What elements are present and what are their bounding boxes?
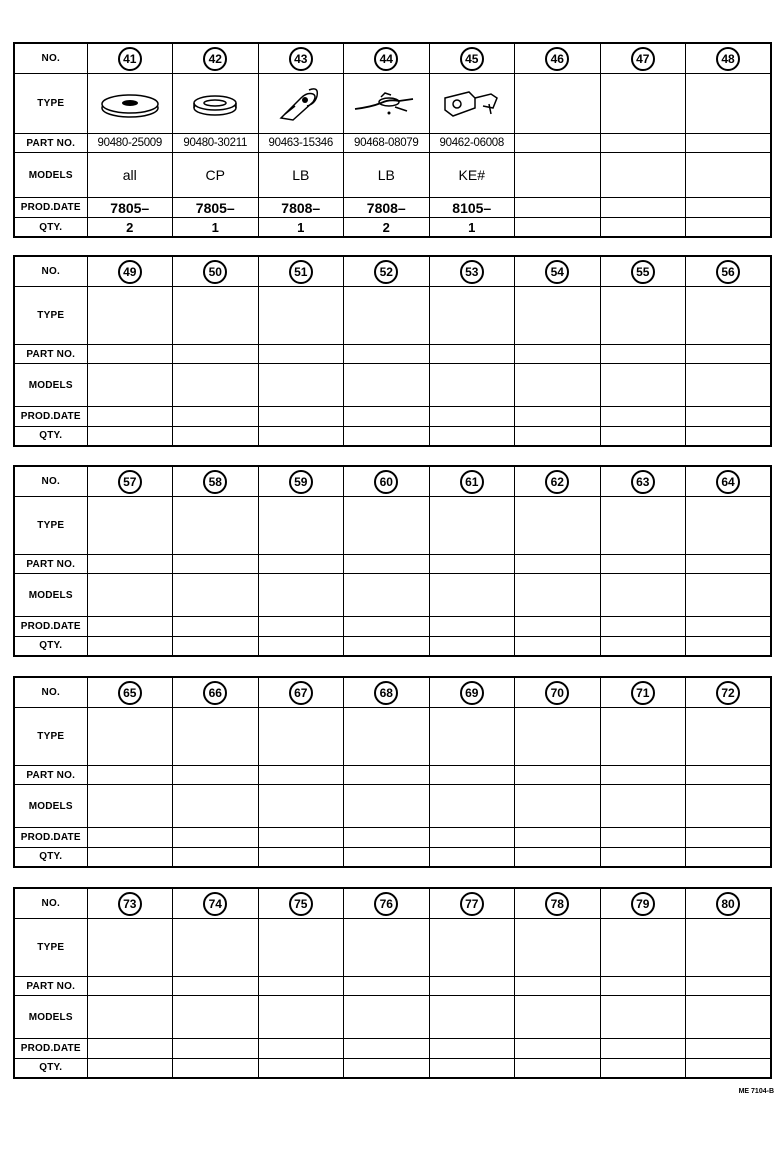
part-no: 90480-30211: [173, 134, 259, 153]
item-number: 55: [631, 260, 655, 284]
item-number: 68: [374, 681, 398, 705]
models-value: LB: [258, 153, 344, 198]
models-value: CP: [173, 153, 259, 198]
item-number: 57: [118, 470, 142, 494]
item-number: 54: [545, 260, 569, 284]
models-value: KE#: [429, 153, 515, 198]
item-number: 59: [289, 470, 313, 494]
item-number: 70: [545, 681, 569, 705]
item-number: 58: [203, 470, 227, 494]
label-prod-date: PROD.DATE: [14, 198, 87, 218]
type-cell: [344, 74, 430, 134]
item-number: 67: [289, 681, 313, 705]
grommet-large-icon: [98, 86, 162, 122]
qty: [600, 218, 686, 238]
item-number: 66: [203, 681, 227, 705]
qty: 1: [173, 218, 259, 238]
part-no: [600, 134, 686, 153]
type-cell: [87, 74, 173, 134]
label-qty: QTY.: [14, 637, 87, 656]
item-number: 50: [203, 260, 227, 284]
label-models: MODELS: [14, 785, 87, 828]
label-type: TYPE: [14, 708, 87, 766]
part-no: [515, 134, 601, 153]
type-cell: [258, 74, 344, 134]
part-no: [686, 134, 772, 153]
qty: 1: [429, 218, 515, 238]
parts-table-3: [13, 465, 772, 657]
item-number: 62: [545, 470, 569, 494]
parts-table-5: [13, 887, 772, 1079]
clip-band-icon: [273, 84, 329, 124]
label-part-no: PART NO.: [14, 766, 87, 785]
item-number: 46: [545, 47, 569, 71]
models-value: [515, 153, 601, 198]
parts-table-2: [13, 255, 772, 447]
item-number: 77: [460, 892, 484, 916]
item-number: 78: [545, 892, 569, 916]
grommet-small-icon: [190, 89, 240, 119]
label-qty: QTY.: [14, 848, 87, 867]
item-number: 45: [460, 47, 484, 71]
item-number: 41: [118, 47, 142, 71]
label-models: MODELS: [14, 153, 87, 198]
type-cell: [173, 74, 259, 134]
part-no: 90480-25009: [87, 134, 173, 153]
label-part-no: PART NO.: [14, 345, 87, 364]
models-value: all: [87, 153, 173, 198]
label-qty: QTY.: [14, 427, 87, 446]
item-number: 61: [460, 470, 484, 494]
item-number: 53: [460, 260, 484, 284]
item-number: 71: [631, 681, 655, 705]
item-number: 48: [716, 47, 740, 71]
qty: 1: [258, 218, 344, 238]
item-number: 76: [374, 892, 398, 916]
label-type: TYPE: [14, 287, 87, 345]
item-number: 79: [631, 892, 655, 916]
item-number: 65: [118, 681, 142, 705]
form-code: ME 7104-B: [738, 1088, 774, 1095]
item-number: 43: [289, 47, 313, 71]
prod-date: 7808–: [344, 198, 430, 218]
models-value: LB: [344, 153, 430, 198]
label-prod-date: PROD.DATE: [14, 407, 87, 427]
item-number: 51: [289, 260, 313, 284]
parts-table-1: [13, 42, 772, 238]
label-qty: QTY.: [14, 1059, 87, 1078]
prod-date: 7805–: [173, 198, 259, 218]
models-value: [600, 153, 686, 198]
qty: 2: [344, 218, 430, 238]
prod-date: 7805–: [87, 198, 173, 218]
item-number: 47: [631, 47, 655, 71]
item-number: 60: [374, 470, 398, 494]
label-qty: QTY.: [14, 218, 87, 238]
item-number: 80: [716, 892, 740, 916]
item-number: 73: [118, 892, 142, 916]
prod-date: [515, 198, 601, 218]
models-value: [686, 153, 772, 198]
label-no: NO.: [14, 43, 87, 74]
item-number: 42: [203, 47, 227, 71]
item-number: 63: [631, 470, 655, 494]
prod-date: 8105–: [429, 198, 515, 218]
item-number: 74: [203, 892, 227, 916]
prod-date: [686, 198, 772, 218]
label-part-no: PART NO.: [14, 977, 87, 996]
type-cell: [429, 74, 515, 134]
item-number: 64: [716, 470, 740, 494]
qty: [515, 218, 601, 238]
part-no: 90463-15346: [258, 134, 344, 153]
item-number: 72: [716, 681, 740, 705]
qty: [686, 218, 772, 238]
label-part-no: PART NO.: [14, 134, 87, 153]
item-number: 49: [118, 260, 142, 284]
part-no: 90462-06008: [429, 134, 515, 153]
label-models: MODELS: [14, 574, 87, 617]
item-number: 44: [374, 47, 398, 71]
prod-date: 7808–: [258, 198, 344, 218]
label-prod-date: PROD.DATE: [14, 828, 87, 848]
label-no: NO.: [14, 677, 87, 708]
item-number: 52: [374, 260, 398, 284]
clamp-bracket-icon: [439, 84, 505, 124]
label-no: NO.: [14, 466, 87, 497]
part-no: 90468-08079: [344, 134, 430, 153]
label-models: MODELS: [14, 364, 87, 407]
item-number: 75: [289, 892, 313, 916]
label-type: TYPE: [14, 919, 87, 977]
label-part-no: PART NO.: [14, 555, 87, 574]
label-prod-date: PROD.DATE: [14, 617, 87, 637]
label-type: TYPE: [14, 74, 87, 134]
item-number: 69: [460, 681, 484, 705]
label-models: MODELS: [14, 996, 87, 1039]
wire-clip-icon: [351, 89, 421, 119]
qty: 2: [87, 218, 173, 238]
label-type: TYPE: [14, 497, 87, 555]
label-prod-date: PROD.DATE: [14, 1039, 87, 1059]
prod-date: [600, 198, 686, 218]
label-no: NO.: [14, 256, 87, 287]
label-no: NO.: [14, 888, 87, 919]
item-number: 56: [716, 260, 740, 284]
parts-table-4: [13, 676, 772, 868]
